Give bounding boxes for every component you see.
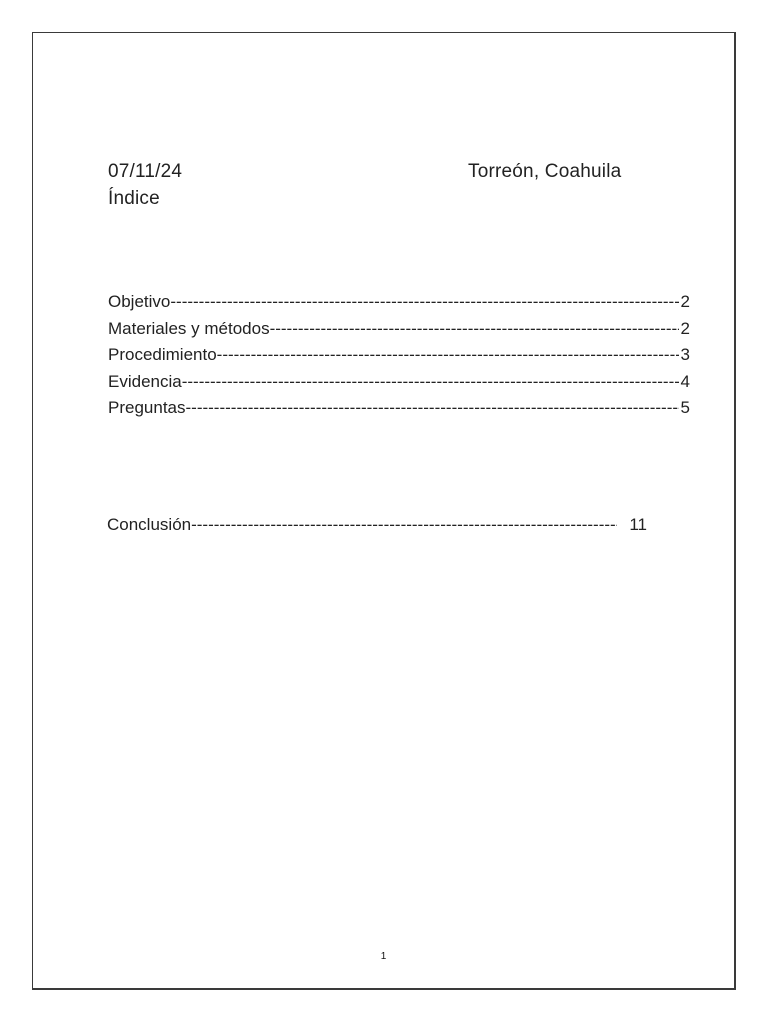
toc-entry-label: Materiales y métodos bbox=[108, 318, 270, 338]
toc-entry-label: Evidencia bbox=[108, 371, 182, 391]
toc-entry-label: Conclusión bbox=[107, 515, 192, 534]
toc-entry-materiales bbox=[108, 316, 690, 343]
toc-entry-label: Preguntas bbox=[108, 398, 186, 417]
toc-dot-leader bbox=[217, 342, 679, 369]
toc-dot-leader bbox=[182, 369, 679, 396]
toc-entry-conclusion bbox=[107, 512, 647, 538]
toc-entry-page: 4 bbox=[680, 371, 690, 391]
toc-entry-page: 3 bbox=[680, 345, 690, 364]
page-number: 1 bbox=[380, 951, 387, 962]
index-title: Índice bbox=[108, 188, 160, 209]
document-date: 07/11/24 bbox=[108, 161, 183, 182]
toc-entry-objetivo bbox=[108, 289, 690, 316]
toc-entry-procedimiento bbox=[108, 342, 690, 369]
toc-entry-page: 5 bbox=[680, 398, 690, 417]
toc-entry-label: Objetivo bbox=[108, 292, 171, 311]
document-page bbox=[32, 32, 736, 990]
document-location: Torreón, Coahuila bbox=[468, 161, 622, 182]
toc-entry-preguntas bbox=[108, 395, 690, 422]
toc-entry-page: 2 bbox=[680, 318, 690, 338]
toc-dot-leader bbox=[270, 316, 679, 343]
toc-dot-leader bbox=[170, 289, 678, 316]
toc-dot-leader bbox=[186, 395, 679, 422]
table-of-contents bbox=[108, 289, 690, 422]
toc-entry-evidencia bbox=[108, 369, 690, 396]
toc-entry-page: 2 bbox=[680, 292, 690, 311]
toc-entry-page: 11 bbox=[629, 515, 647, 534]
toc-entry-label: Procedimiento bbox=[108, 345, 217, 364]
toc-dot-leader bbox=[191, 512, 617, 538]
